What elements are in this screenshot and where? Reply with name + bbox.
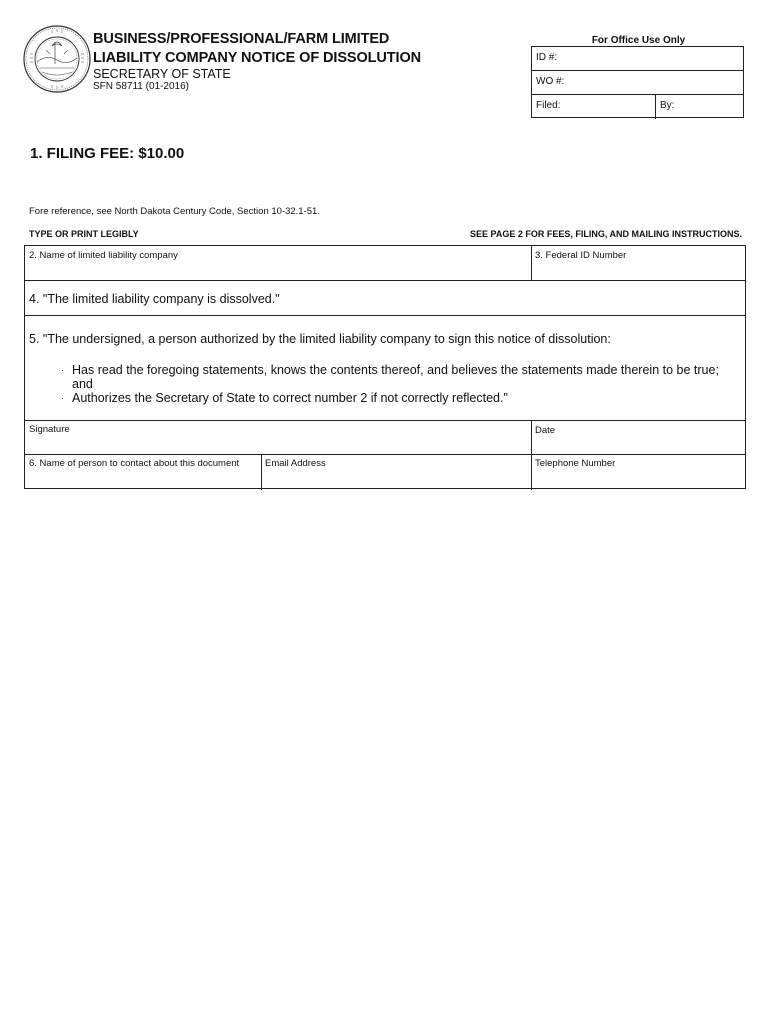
signature-label: Signature: [29, 424, 70, 435]
statement-5: 5. "The undersigned, a person authorized by the limited liability company to sign this notice of dissolution:: [29, 332, 611, 346]
contact-name-field[interactable]: [29, 458, 239, 469]
llc-name-label: 2. Name of limited liability company: [29, 250, 178, 261]
date-field[interactable]: [535, 425, 555, 436]
reference-note: Fore reference, see North Dakota Century Code, Section 10-32.1-51.: [29, 206, 320, 217]
row1-divider: [531, 246, 532, 281]
office-divider: [655, 95, 656, 119]
bullet-1-line-1: Has read the foregoing statements, knows the contents thereof, and believes the statements made therein to be true;: [72, 363, 719, 377]
row-divider-3: [25, 420, 745, 421]
bullet-1: [72, 363, 719, 391]
row-divider-1: [25, 280, 745, 281]
signature-field[interactable]: [29, 424, 70, 435]
office-use-box: [531, 46, 744, 118]
title-line-1: BUSINESS/PROFESSIONAL/FARM LIMITED: [93, 31, 390, 47]
row-divider-4: [25, 454, 745, 455]
llc-name-field[interactable]: [29, 250, 178, 261]
form-number: SFN 58711 (01-2016): [93, 81, 189, 92]
email-label: Email Address: [265, 458, 326, 469]
bullet-marker-2: ·: [61, 393, 64, 403]
email-field[interactable]: [265, 458, 326, 469]
see-page-note: SEE PAGE 2 FOR FEES, FILING, AND MAILING INSTRUCTIONS.: [469, 229, 742, 239]
contact-name-label: 6. Name of person to contact about this document: [29, 458, 240, 469]
office-filed-label: Filed:: [536, 100, 561, 111]
row-divider-2: [25, 315, 745, 316]
row4-divider: [531, 420, 532, 490]
state-seal-logo: [22, 24, 92, 94]
federal-id-label: 3. Federal ID Number: [535, 250, 627, 261]
telephone-field[interactable]: [535, 458, 615, 469]
office-wo-field[interactable]: [532, 71, 743, 95]
office-by-label: By:: [660, 100, 675, 111]
row5-divider: [261, 454, 262, 490]
statement-4: 4. "The limited liability company is dissolved.": [29, 292, 280, 306]
office-id-field[interactable]: [532, 47, 743, 71]
federal-id-field[interactable]: [535, 250, 626, 261]
bullet-marker-1: ·: [61, 365, 64, 375]
bullet-2: Authorizes the Secretary of State to correct number 2 if not correctly reflected.": [72, 391, 508, 405]
agency-name: SECRETARY OF STATE: [93, 67, 231, 81]
title-line-2: LIABILITY COMPANY NOTICE OF DISSOLUTION: [93, 50, 422, 66]
dissolution-form: [24, 245, 746, 489]
form-title: [93, 30, 421, 68]
filing-fee-heading: 1. FILING FEE: $10.00: [30, 145, 185, 162]
date-label: Date: [535, 425, 556, 436]
office-wo-label: WO #:: [536, 76, 565, 87]
office-id-label: ID #:: [536, 52, 558, 63]
office-use-heading: For Office Use Only: [591, 35, 686, 46]
office-filed-field[interactable]: [532, 95, 743, 119]
type-legibly-note: TYPE OR PRINT LEGIBLY: [29, 229, 139, 239]
telephone-label: Telephone Number: [535, 458, 616, 469]
bullet-1-line-2: and: [72, 377, 93, 391]
